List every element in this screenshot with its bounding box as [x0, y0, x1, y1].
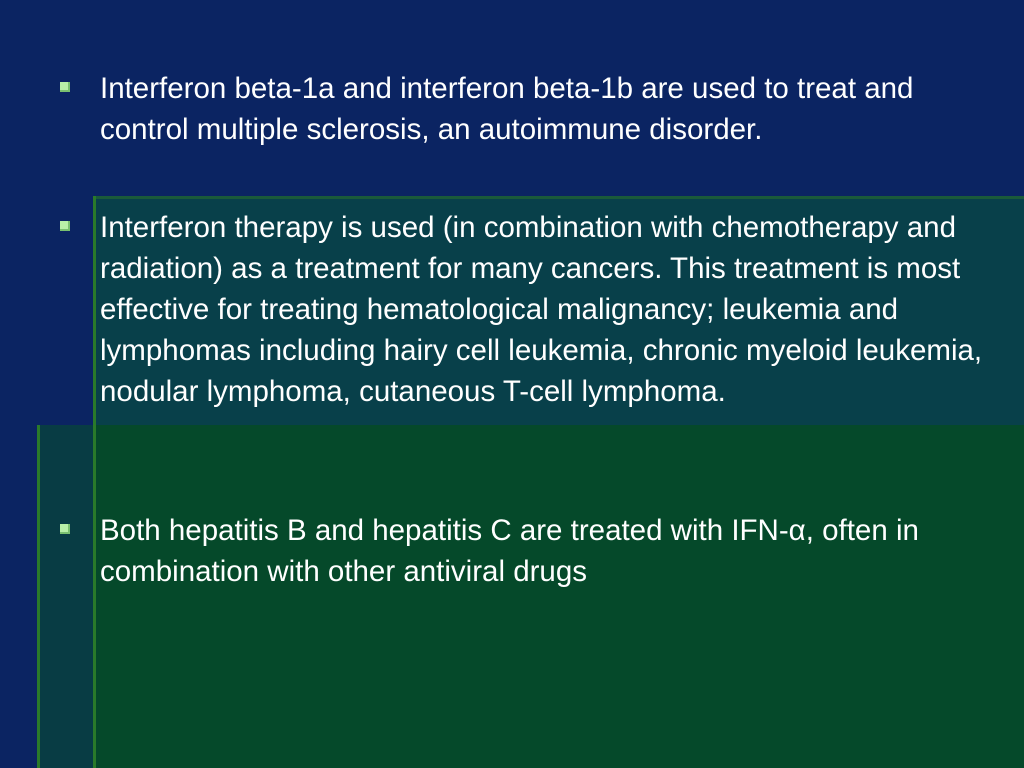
bullet-text: Interferon beta-1a and interferon beta-1b are used to treat and control multiple sclerosis, an autoimmune disorder.	[100, 72, 914, 146]
list-item	[60, 510, 990, 592]
square-bullet-icon	[60, 221, 70, 231]
list-item	[60, 68, 990, 150]
list-item	[60, 207, 990, 412]
bullet-text: Both hepatitis B and hepatitis C are treated with IFN-α, often in combination with other antiviral drugs	[100, 514, 919, 588]
square-bullet-icon	[60, 82, 70, 92]
square-bullet-icon	[60, 524, 70, 534]
bullet-text: Interferon therapy is used (in combination with chemotherapy and radiation) as a treatment for many cancers. This treatment is most effective for treating hematological malignancy; leukemia and lymphomas including hairy cell leukemia, chronic myeloid leukemia, nodular lymphoma, cutaneous T-cell lymphoma.	[100, 211, 983, 408]
